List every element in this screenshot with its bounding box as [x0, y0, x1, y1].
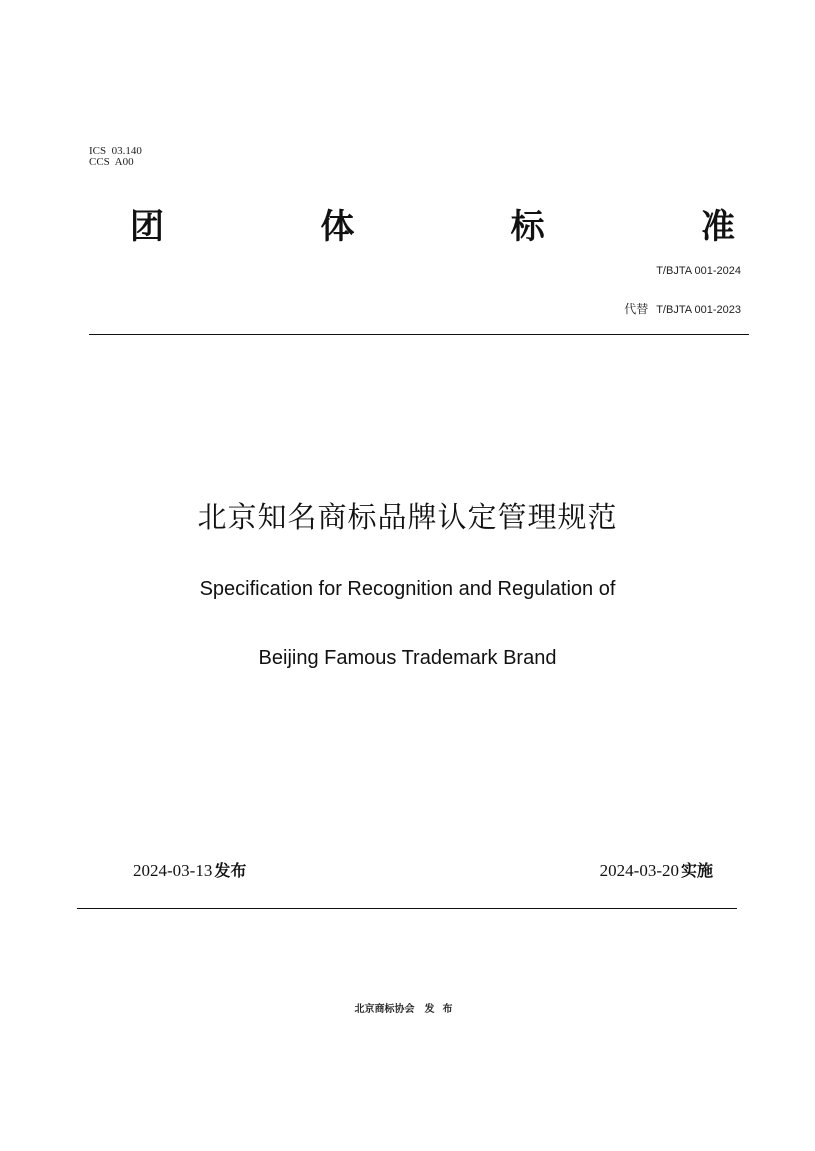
- standard-type-char: 准: [700, 206, 735, 247]
- implementation-date: [600, 858, 713, 881]
- issue-date-label: 发布: [214, 861, 247, 880]
- bottom-divider: [77, 908, 737, 909]
- issue-date: [133, 858, 246, 881]
- ccs-code: CCS A00: [89, 156, 134, 168]
- standard-type-char: 标: [510, 206, 545, 247]
- replaces-label: 代替: [624, 302, 649, 316]
- issue-date-value: 2024-03-13: [133, 861, 213, 880]
- title-english-line-1: Specification for Recognition and Regulation of: [199, 578, 616, 600]
- top-divider: [89, 334, 749, 335]
- standard-code: T/BJTA 001-2024: [656, 265, 741, 277]
- implementation-date-value: 2024-03-20: [599, 861, 679, 880]
- replaced-standard-code: T/BJTA 001-2023: [656, 304, 741, 316]
- standard-type-char: 体: [320, 206, 355, 247]
- title-chinese: 北京知名商标品牌认定管理规范: [197, 500, 618, 534]
- replaces-line: [624, 300, 741, 317]
- publisher-word: 发布: [424, 1004, 461, 1015]
- title-english-line-2: Beijing Famous Trademark Brand: [258, 647, 557, 669]
- publisher-name: 北京商标协会: [354, 1004, 415, 1015]
- ics-code: ICS 03.140: [89, 145, 142, 157]
- standard-type-char: 团: [130, 206, 164, 247]
- publisher-line: [0, 1000, 815, 1015]
- implementation-date-label: 实施: [680, 861, 713, 880]
- classification-codes: [89, 146, 142, 168]
- standard-type-heading: [130, 198, 735, 248]
